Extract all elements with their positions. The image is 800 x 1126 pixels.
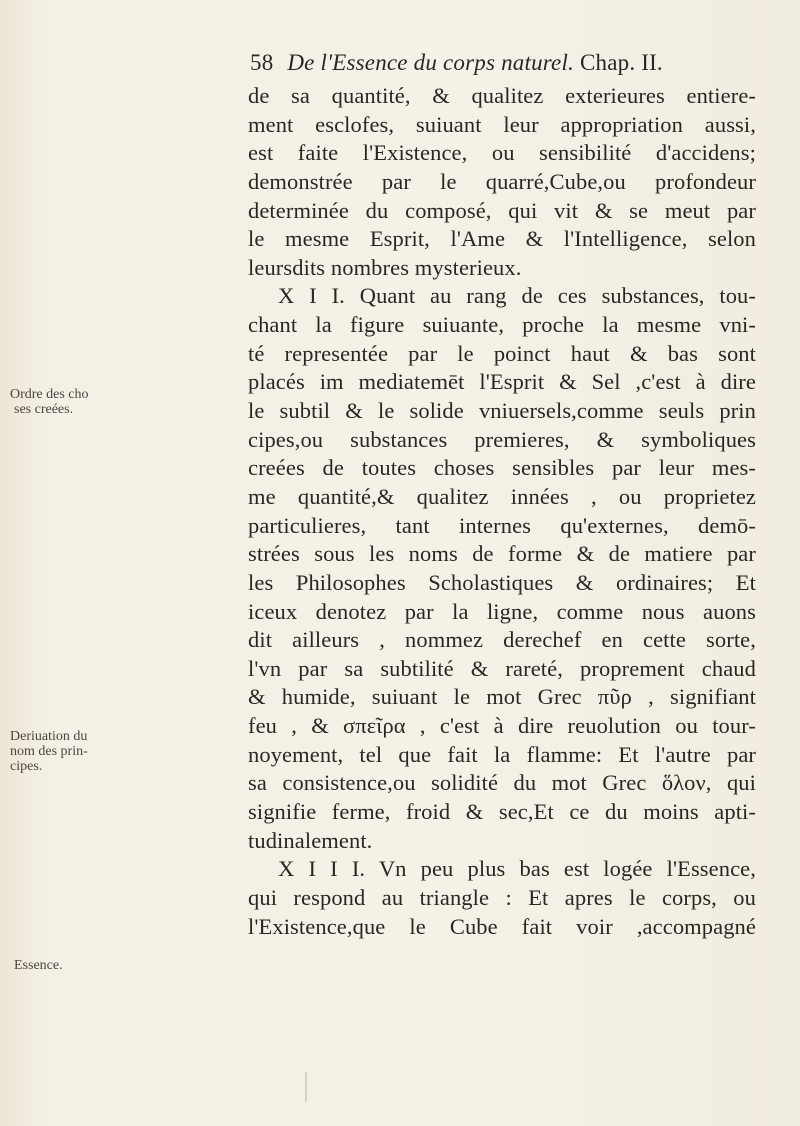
text-line: feu , & σπεῖρα , c'est à dire reuolution ou tour-: [248, 713, 756, 739]
text-line: l'vn par sa subtilité & rareté, proprement chaud: [248, 655, 756, 681]
ink-bleed-mark: [305, 1072, 307, 1102]
text-line: X I I I. Vn peu plus bas est logée l'Essence,: [278, 856, 756, 882]
text-line: signifie ferme, froid & sec,Et ce du moins apti-: [248, 799, 756, 825]
margin-note-line: ses creées.: [14, 402, 74, 417]
text-line: l'Existence,que le Cube fait voir ,accompagné: [248, 913, 756, 939]
text-line: & humide, suiuant le mot Grec πῦρ , signifiant: [248, 684, 756, 710]
text-line: les Philosophes Scholastiques & ordinaires; Et: [248, 569, 756, 595]
margin-note-line: Deriuation du: [10, 729, 88, 744]
margin-note-line: cipes.: [10, 759, 43, 774]
text-line: leursdits nombres mysterieux.: [248, 254, 522, 280]
text-line: cipes,ou substances premieres, & symboliques: [248, 426, 756, 452]
chapter-label: Chap. II.: [579, 50, 663, 75]
text-line: placés im mediatemēt l'Esprit & Sel ,c'est à dire: [248, 369, 756, 395]
text-line: iceux denotez par la ligne, comme nous auons: [248, 598, 756, 624]
text-line: té representée par le poinct haut & bas sont: [248, 340, 756, 366]
text-line: X I I. Quant au rang de ces substances, tou-: [278, 283, 756, 309]
text-line: est faite l'Existence, ou sensibilité d'accidens;: [248, 140, 756, 166]
text-line: chant la figure suiuante, proche la mesme vni-: [248, 312, 756, 338]
margin-note-line: Essence.: [14, 958, 63, 973]
text-line: le mesme Esprit, l'Ame & l'Intelligence, selon: [248, 226, 756, 252]
margin-note-essence: [10, 958, 160, 973]
text-line: noyement, tel que fait la flamme: Et l'autre par: [248, 741, 756, 767]
text-line: le subtil & le solide vniuersels,comme seuls prin: [248, 398, 756, 424]
margin-note-line: nom des prin-: [10, 744, 88, 759]
page-number: 58: [250, 50, 274, 75]
text-line: de sa quantité, & qualitez exterieures entiere-: [248, 83, 756, 108]
body-text: [248, 82, 756, 941]
text-line: determinée du composé, qui vit & se meut par: [248, 197, 756, 223]
text-line: sa consistence,ou solidité du mot Grec ὅλον, qui: [248, 770, 756, 796]
text-line: particulieres, tant internes qu'externes, demō-: [248, 512, 756, 538]
running-header: [250, 50, 730, 76]
text-line: qui respond au triangle : Et apres le corps, ou: [248, 884, 756, 910]
text-line: me quantité,& qualitez innées , ou proprietez: [248, 483, 756, 509]
text-line: dit ailleurs , nommez derechef en cette sorte,: [248, 627, 756, 653]
text-line: strées sous les noms de forme & de matiere par: [248, 541, 756, 567]
margin-note-line: Ordre des cho: [10, 387, 89, 402]
text-line: ment esclofes, suiuant leur appropriation aussi,: [248, 111, 756, 137]
running-title: De l'Essence du corps naturel.: [287, 50, 575, 75]
margin-note-derivation: [10, 729, 160, 774]
text-line: tudinalement.: [248, 827, 373, 853]
margin-note-order: [10, 387, 160, 417]
text-line: creées de toutes choses sensibles par leur mes-: [248, 455, 756, 481]
text-line: demonstrée par le quarré,Cube,ou profondeur: [248, 168, 756, 194]
